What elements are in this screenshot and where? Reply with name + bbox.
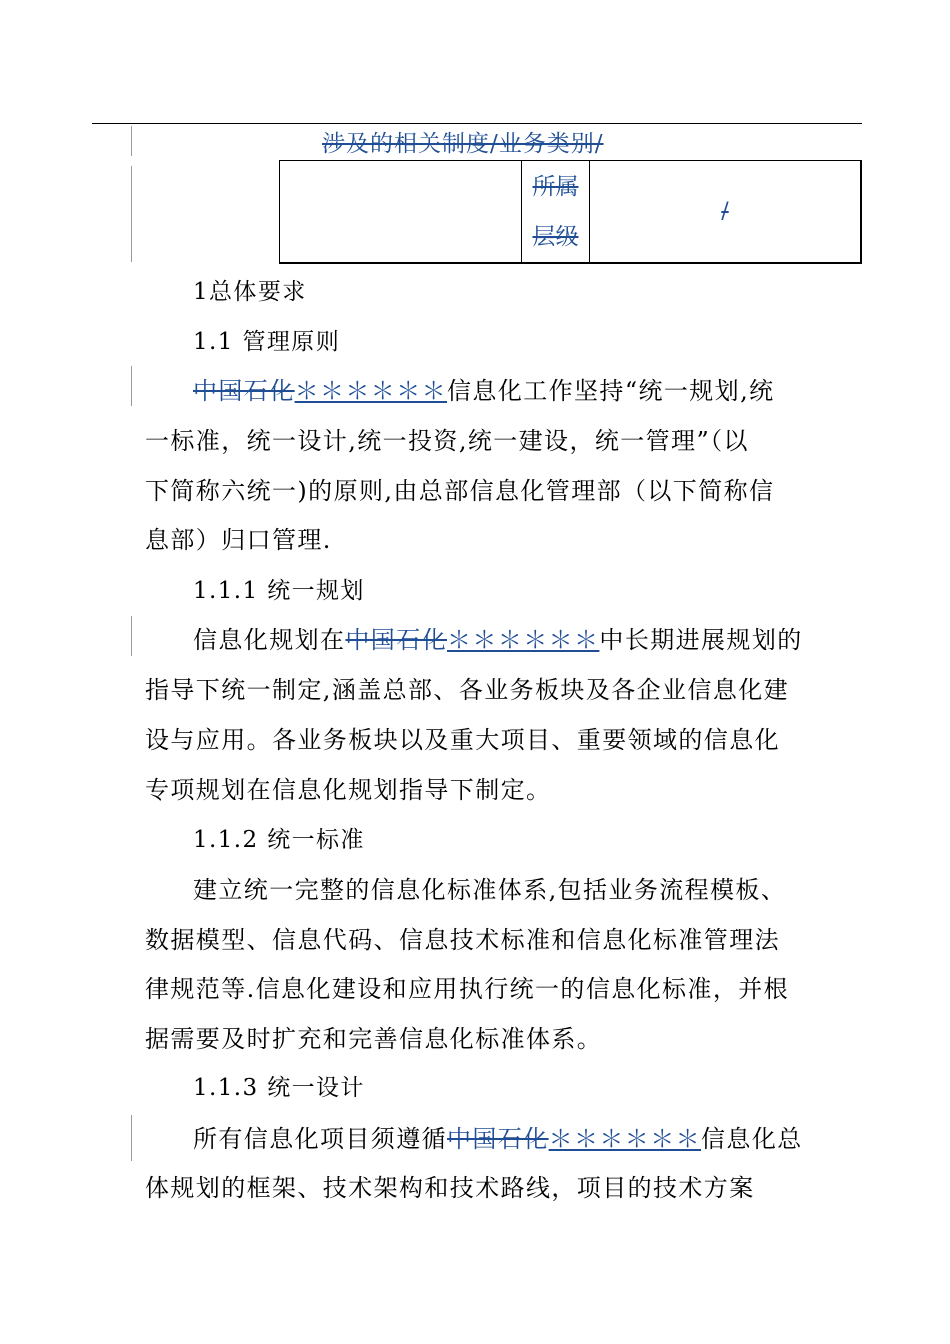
paragraph-line: 下简称六统一)的原则,由总部信息化管理部（以下简称信 [145, 477, 775, 505]
level-label-line-2: 层级 [532, 223, 579, 250]
inserted-text: ＊＊＊＊＊＊ [294, 377, 448, 405]
empty-cell [280, 161, 522, 264]
paragraph-line: 一标准，统一设计,统一投资,统一建设，统一管理”（以 [145, 427, 749, 455]
paragraph-text: 信息化总 [701, 1125, 803, 1153]
paragraph-text: 中长期进展规划的 [599, 626, 803, 654]
paragraph-line: 律规范等.信息化建设和应用执行统一的信息化标准，并根 [145, 975, 790, 1003]
paragraph-line [193, 376, 775, 406]
section-heading-1-1: 1.1 管理原则 [193, 329, 341, 355]
paragraph-line: 指导下统一制定,涵盖总部、各业务板块及各企业信息化建 [145, 676, 790, 704]
document-header-title: 涉及的相关制度/业务类别/ [322, 131, 604, 157]
header-metadata-table [279, 160, 862, 264]
change-bar [131, 1115, 132, 1161]
level-label-cell [522, 161, 590, 264]
paragraph-line: 息部）归口管理. [145, 526, 332, 554]
deleted-text: 中国石化 [345, 626, 448, 654]
section-heading-1-1-1: 1.1.1 统一规划 [193, 578, 365, 604]
level-label-line-1: 所属 [532, 173, 579, 200]
paragraph-line [193, 625, 803, 655]
change-bar [131, 126, 132, 156]
inserted-text: ＊＊＊＊＊＊ [447, 626, 600, 654]
paragraph-line [193, 1124, 803, 1154]
change-bar [131, 616, 132, 656]
level-value: / [721, 199, 729, 224]
paragraph-line: 据需要及时扩充和完善信息化标准体系。 [145, 1025, 603, 1053]
section-heading-1: 1总体要求 [193, 279, 307, 305]
section-heading-1-1-3: 1.1.3 统一设计 [193, 1075, 365, 1101]
paragraph-line: 数据模型、信息代码、信息技术标准和信息化标准管理法 [145, 926, 780, 954]
paragraph-line: 专项规划在信息化规划指导下制定。 [145, 776, 552, 804]
level-value-cell [590, 161, 862, 264]
paragraph-text: 信息化工作坚持“统一规划,统 [447, 377, 775, 405]
deleted-text: 中国石化 [447, 1125, 549, 1153]
header-rule [92, 123, 862, 124]
paragraph-line: 设与应用。各业务板块以及重大项目、重要领域的信息化 [145, 726, 780, 754]
section-heading-1-1-2: 1.1.2 统一标准 [193, 827, 365, 853]
paragraph-text: 信息化规划在 [193, 626, 346, 654]
paragraph-text: 所有信息化项目须遵循 [193, 1125, 447, 1153]
deleted-text: 中国石化 [193, 377, 295, 405]
change-bar [131, 366, 132, 406]
paragraph-line: 体规划的框架、技术架构和技术路线，项目的技术方案 [145, 1174, 755, 1202]
change-bar [131, 166, 132, 262]
inserted-text: ＊＊＊＊＊＊ [548, 1125, 702, 1153]
paragraph-line: 建立统一完整的信息化标准体系,包括业务流程模板、 [193, 876, 787, 904]
